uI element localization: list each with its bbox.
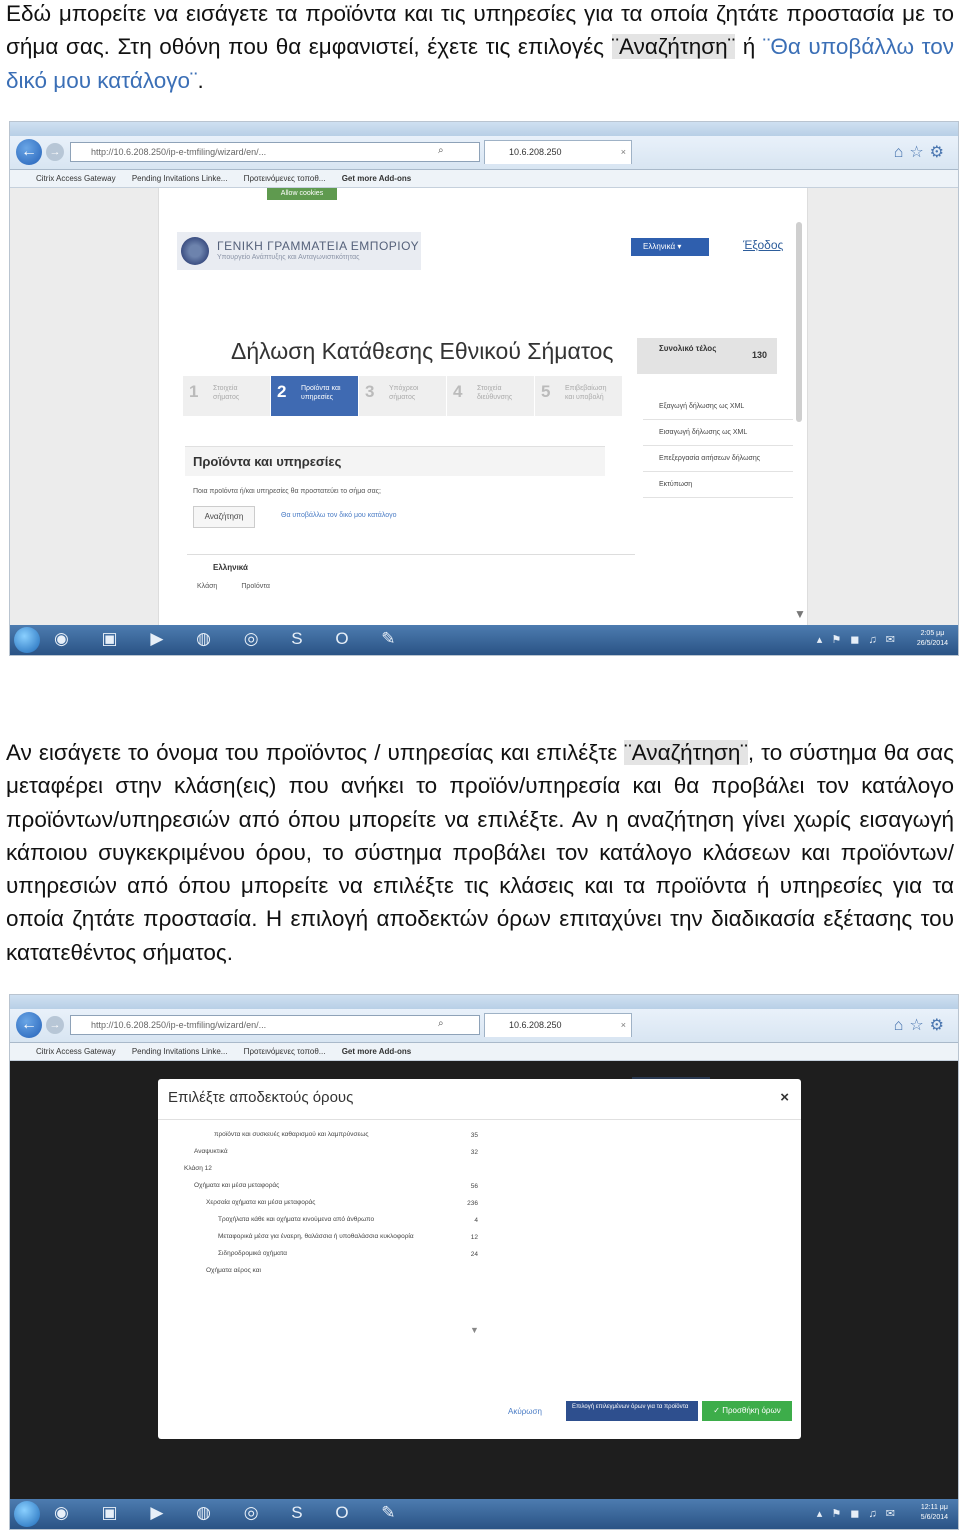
term-label: Κλάση 12 [184,1165,212,1172]
page-title: Δήλωση Κατάθεσης Εθνικού Σήματος [231,338,614,364]
term-label: Τροχήλατα κάθε και οχήματα κινούμενα από άνθρωπο [218,1216,375,1223]
taskbar-clock [917,629,948,649]
window-titlebar [10,122,958,136]
fav-addons[interactable]: Get more Add-ons [341,174,412,183]
side-actions [643,394,793,498]
term-count: 12 [470,1234,478,1241]
language-label: Ελληνικά [643,242,676,251]
term-row[interactable] [178,1144,478,1161]
term-label: Οχήματα και μέσα μεταφοράς [194,1182,280,1189]
step-label: Προϊόντα και υπηρεσίες [301,385,341,401]
export-xml-link[interactable]: Εξαγωγή δήλωσης ως XML [643,394,793,420]
term-row[interactable] [178,1212,478,1229]
term-row[interactable] [178,1246,478,1263]
search-icon[interactable]: ⌕ [438,145,444,156]
gge-logo [177,232,421,270]
term-count: 56 [470,1183,478,1190]
home-icon[interactable]: ⌂ [893,144,910,161]
step-label: Υπόχρεοι σήματος [389,385,419,401]
clock-date: 5/6/2014 [920,1514,948,1521]
back-icon[interactable]: ← [16,1012,42,1038]
edit-requests-link[interactable]: Επεξεργασία αιτήσεων δήλωσης [643,446,793,472]
term-label: προϊόντα και συσκευές καθαρισμού και λαμπρύνσεως [214,1131,369,1138]
term-label: Χερσαία οχήματα και μέσα μεταφοράς [206,1199,316,1206]
section-title: Προϊόντα και υπηρεσίες [193,454,342,469]
term-row[interactable] [178,1229,478,1246]
fav-linkedin[interactable]: Pending Invitations Linke... [131,1047,228,1056]
forward-icon[interactable]: → [46,1016,64,1034]
chevron-down-icon: ▾ [677,242,682,251]
total-fee-box [637,338,777,374]
close-icon[interactable]: × [620,1020,626,1030]
modal-backdrop[interactable] [10,1061,958,1499]
favorites-bar [10,1043,958,1061]
step-1[interactable] [183,376,271,416]
windows-taskbar [10,1499,958,1529]
filing-page [158,188,808,625]
intro-own-list-option: ¨Θα υποβάλλω τον δικό μου κατάλογο¨ [6,34,954,93]
gear-icon[interactable]: ⚙ [929,1017,950,1034]
body-text-start: Αν εισάγετε το όνομα του προϊόντος / υπηρεσίας και επιλέξτε [6,740,625,765]
exit-link[interactable]: Έξοδος [743,238,784,252]
language-button[interactable] [631,238,709,256]
term-row[interactable] [178,1263,478,1280]
address-bar[interactable]: http://10.6.208.250/ip-e-tmfiling/wizard/en/... [70,1015,480,1035]
start-button[interactable] [14,627,40,653]
step-number: 2 [277,382,287,401]
taskbar-clock [921,1503,948,1523]
fav-suggested[interactable]: Προτεινόμενες τοποθ... [243,174,326,183]
intro-or: ή [735,34,763,60]
panel-columns [197,583,294,590]
term-count: 32 [470,1149,478,1156]
screenshot-accepted-terms [9,994,959,1530]
term-count: 35 [470,1132,478,1139]
fav-suggested[interactable]: Προτεινόμενες τοποθ... [243,1047,326,1056]
gear-icon[interactable]: ⚙ [929,144,950,161]
address-bar[interactable]: http://10.6.208.250/ip-e-tmfiling/wizard/en/... [70,142,480,162]
products-column: Προϊόντα [241,583,270,590]
body-paragraph [6,736,954,969]
term-row[interactable] [178,1161,478,1178]
logo-subtitle: Υπουργείο Ανάπτυξης και Ανταγωνιστικότητας [217,254,360,261]
term-row[interactable] [178,1178,478,1195]
term-count: 236 [467,1200,478,1207]
step-2[interactable] [271,376,359,416]
screenshot-products-step [9,121,959,656]
step-3[interactable] [359,376,447,416]
start-button[interactable] [14,1501,40,1527]
browser-tab[interactable] [484,140,632,164]
browser-toolbar [10,136,958,170]
step-number: 4 [453,382,463,401]
intro-end: . [197,67,204,93]
step-number: 1 [189,382,199,401]
fav-citrix[interactable]: Citrix Access Gateway [36,1047,116,1056]
star-icon[interactable]: ☆ [909,1017,930,1034]
intro-text: Εδώ μπορείτε να εισάγετε τα προϊόντα και τις υπηρεσίες για τα οποία ζητάτε προστασία με το σήμα σας. Στη οθόνη που θα εμφανιστεί, έχετε τις επιλογές [6,1,954,60]
dialog-title: Επιλέξτε αποδεκτούς όρους [168,1089,354,1106]
wizard-steps [183,376,623,416]
seal-icon [181,237,209,265]
step-number: 3 [365,382,375,401]
clock-time: 12:11 μμ [920,1504,948,1511]
add-terms-button[interactable]: ✓ Προσθήκη όρων [702,1401,792,1421]
import-xml-link[interactable]: Εισαγωγή δήλωσης ως XML [643,420,793,446]
panel-language: Ελληνικά [213,563,248,572]
step-label: Επιβεβαίωση και υποβολή [565,385,607,401]
accepted-terms-dialog [158,1079,801,1439]
taskbar-app-icons[interactable]: ◉ ▣ ▶ ◍ ◎ S O ✎ [54,1503,410,1522]
cancel-link[interactable]: Ακύρωση [508,1407,542,1416]
clock-date: 26/5/2014 [916,640,948,647]
tab-title: 10.6.208.250 [509,147,562,157]
star-icon[interactable]: ☆ [909,144,930,161]
logo-title: ΓΕΝΙΚΗ ΓΡΑΜΜΑΤΕΙΑ ΕΜΠΟΡΙΟΥ [217,239,420,253]
browser-tab[interactable] [484,1013,632,1037]
close-icon[interactable]: × [780,1089,789,1106]
total-fee-label: Συνολικό τέλος [659,344,717,353]
forward-icon[interactable]: → [46,143,64,161]
taskbar-app-icons[interactable]: ◉ ▣ ▶ ◍ ◎ S O ✎ [54,629,410,648]
products-panel [187,554,635,614]
term-row[interactable] [178,1127,478,1144]
body-search-highlight: ¨Αναζήτηση¨ [624,740,748,765]
window-titlebar [10,995,958,1009]
scroll-down-icon[interactable]: ▼ [470,1325,479,1335]
terms-tree [178,1127,478,1280]
step-label: Στοιχεία διεύθυνσης [477,385,513,401]
windows-taskbar [10,625,958,655]
scroll-thumb[interactable] [796,222,802,422]
home-icon[interactable]: ⌂ [893,1017,910,1034]
toolbar-icons[interactable] [894,142,950,162]
intro-paragraph [6,0,954,97]
term-label: Μεταφορικά μέσα για έναερη, θαλάσσια ή υποθαλάσσια κυκλοφορία [218,1233,414,1240]
back-icon[interactable]: ← [16,139,42,165]
dialog-divider [158,1119,801,1120]
step-label: Στοιχεία σήματος [213,385,240,401]
body-text-rest: , το σύστημα θα σας μεταφέρει στην κλάση(εις) που ανήκει το προϊόν/υπηρεσία και θα προβάλει τον κατάλογο προϊόντων/υπηρεσιών από όπου μπορείτε να επιλέξτε. Αν η αναζήτηση γίνει χωρίς εισαγωγή κάποιου συγκεκριμένου όρου, το σύστημα προβάλει τον κατάλογο κλάσεων και προϊόντων/υπηρεσιών από όπου μπορείτε να επιλέξτε τις κλάσεις και τα προϊόντα ή υπηρεσίες για τα οποία ζητάτε προστασία. Η επιλογή αποδεκτών όρων επιταχύνει την διαδικασία εξέτασης του κατατεθέντος σήματος. [6,740,954,965]
total-fee-value: 130 [751,350,767,360]
system-tray-icons[interactable]: ▴ ⚑ ◼ ♫ ✉ [816,634,898,646]
intro-search-option: ¨Αναζήτηση¨ [611,34,736,60]
print-link[interactable]: Εκτύπωση [643,472,793,498]
tab-title: 10.6.208.250 [509,1020,562,1030]
page-scrollbar[interactable] [794,192,804,621]
browser-viewport [10,188,958,625]
step-number: 5 [541,382,551,401]
fav-linkedin[interactable]: Pending Invitations Linke... [131,174,228,183]
fav-citrix[interactable]: Citrix Access Gateway [36,174,116,183]
fav-addons[interactable]: Get more Add-ons [341,1047,412,1056]
term-label: Σιδηροδρομικά οχήματα [218,1250,288,1257]
toolbar-icons[interactable] [894,1015,950,1035]
search-icon[interactable]: ⌕ [438,1018,444,1029]
browser-toolbar [10,1009,958,1043]
select-terms-button[interactable]: Επιλογή επιλεγμένων όρων για τα προϊόντα [566,1401,698,1421]
term-count: 4 [474,1217,478,1224]
own-list-link[interactable]: Θα υποβάλλω τον δικό μου κατάλογο [281,512,397,519]
scroll-down-icon[interactable]: ▼ [794,607,806,621]
close-icon[interactable]: × [620,147,626,157]
system-tray-icons[interactable]: ▴ ⚑ ◼ ♫ ✉ [816,1508,898,1520]
term-count: 24 [470,1251,478,1258]
products-instruction: Ποια προϊόντα ή/και υπηρεσίες θα προστατεύει το σήμα σας; [193,488,381,495]
term-label: Αναψυκτικά [194,1148,228,1155]
step-4[interactable] [447,376,535,416]
terms-scrollbar[interactable] [470,1125,478,1335]
allow-cookies-button[interactable]: Allow cookies [267,188,337,200]
term-label: Οχήματα αέρος και [206,1267,261,1274]
search-button[interactable]: Αναζήτηση [193,506,255,528]
class-column: Κλάση [197,583,218,590]
products-section-header [185,446,605,476]
step-5[interactable] [535,376,623,416]
term-row[interactable] [178,1195,478,1212]
favorites-bar [10,170,958,188]
clock-time: 2:05 μμ [920,630,945,637]
